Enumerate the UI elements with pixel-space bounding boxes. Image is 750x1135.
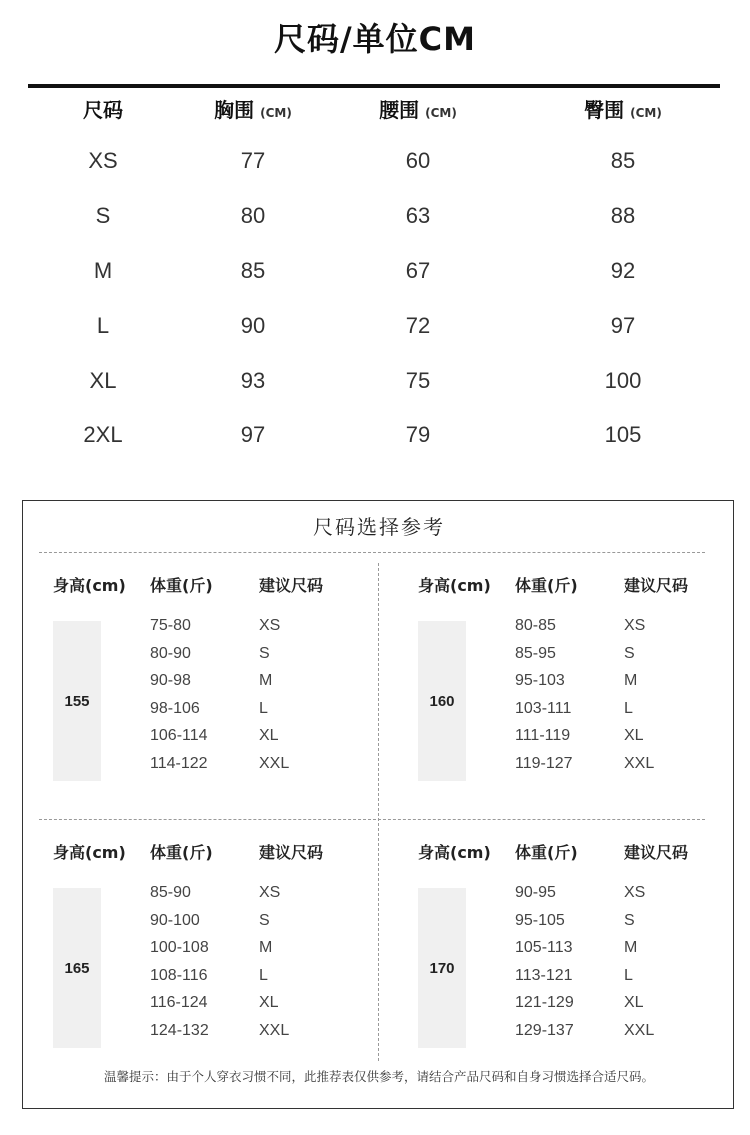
suggested-size: M bbox=[259, 939, 273, 956]
weight-range: 75-80 bbox=[150, 617, 191, 634]
waist-cell: 60 bbox=[405, 148, 431, 173]
suggested-size: XS bbox=[259, 617, 281, 634]
suggested-size: L bbox=[624, 700, 633, 717]
list-item bbox=[402, 912, 742, 939]
size-cell: M bbox=[93, 258, 113, 283]
divider-vertical bbox=[378, 563, 379, 1061]
list-item bbox=[402, 727, 742, 754]
list-item bbox=[37, 700, 377, 727]
weight-range: 105-113 bbox=[515, 939, 573, 956]
list-item bbox=[402, 967, 742, 994]
weight-header: 体重(斤) bbox=[515, 576, 578, 595]
weight-range: 80-90 bbox=[150, 645, 191, 662]
header-waist-label: 腰围 bbox=[379, 98, 420, 122]
size-cell: L bbox=[96, 313, 110, 338]
size-table-header bbox=[28, 88, 720, 128]
size-header: 建议尺码 bbox=[624, 576, 689, 595]
hip-cell: 92 bbox=[610, 258, 636, 283]
suggested-size: XL bbox=[259, 727, 279, 744]
list-item bbox=[37, 645, 377, 672]
header-hip-label: 臀围 bbox=[584, 98, 625, 122]
waist-cell: 67 bbox=[405, 258, 431, 283]
weight-header: 体重(斤) bbox=[150, 843, 213, 862]
weight-range: 119-127 bbox=[515, 755, 573, 772]
height-header: 身高(cm) bbox=[418, 576, 491, 595]
size-header: 建议尺码 bbox=[259, 576, 324, 595]
list-item bbox=[402, 884, 742, 911]
height-value: 160 bbox=[429, 693, 455, 710]
hip-cell: 100 bbox=[604, 368, 642, 393]
hip-cell: 88 bbox=[610, 203, 636, 228]
list-item bbox=[37, 617, 377, 644]
suggested-size: L bbox=[259, 967, 268, 984]
suggested-size: M bbox=[259, 672, 273, 689]
header-hip bbox=[563, 94, 683, 123]
reference-title: 尺码选择参考 bbox=[313, 515, 445, 539]
chest-cell: 93 bbox=[240, 368, 266, 393]
list-item bbox=[402, 755, 742, 782]
list-item bbox=[402, 645, 742, 672]
weight-range: 116-124 bbox=[150, 994, 208, 1011]
reference-block-170 bbox=[402, 840, 742, 1100]
reference-block-155 bbox=[37, 573, 377, 833]
hip-cell: 97 bbox=[610, 313, 636, 338]
list-item bbox=[37, 672, 377, 699]
waist-cell: 63 bbox=[405, 203, 431, 228]
weight-range: 108-116 bbox=[150, 967, 208, 984]
list-item bbox=[402, 994, 742, 1021]
weight-range: 106-114 bbox=[150, 727, 208, 744]
list-item bbox=[402, 617, 742, 644]
weight-range: 100-108 bbox=[150, 939, 209, 956]
list-item bbox=[37, 884, 377, 911]
suggested-size: XXL bbox=[624, 1022, 655, 1039]
header-hip-unit: (CM) bbox=[630, 106, 662, 120]
header-size bbox=[48, 94, 158, 123]
hip-cell: 105 bbox=[604, 422, 642, 447]
suggested-size: L bbox=[624, 967, 633, 984]
chest-cell: 80 bbox=[240, 203, 266, 228]
waist-cell: 79 bbox=[405, 422, 431, 447]
header-chest-unit: (CM) bbox=[260, 106, 292, 120]
list-item bbox=[37, 912, 377, 939]
weight-range: 129-137 bbox=[515, 1022, 574, 1039]
weight-range: 111-119 bbox=[515, 727, 571, 744]
chest-cell: 85 bbox=[240, 258, 266, 283]
weight-range: 103-111 bbox=[515, 700, 572, 717]
suggested-size: M bbox=[624, 939, 638, 956]
size-header: 建议尺码 bbox=[259, 843, 324, 862]
suggested-size: XXL bbox=[624, 755, 655, 772]
chest-cell: 77 bbox=[240, 148, 266, 173]
divider-top bbox=[39, 552, 705, 553]
suggested-size: XL bbox=[624, 994, 644, 1011]
weight-range: 90-95 bbox=[515, 884, 556, 901]
suggested-size: S bbox=[624, 912, 635, 929]
suggested-size: XS bbox=[259, 884, 281, 901]
height-header: 身高(cm) bbox=[418, 843, 491, 862]
header-chest bbox=[198, 94, 308, 123]
size-header: 建议尺码 bbox=[624, 843, 689, 862]
list-item bbox=[37, 967, 377, 994]
table-row bbox=[28, 203, 720, 257]
suggested-size: S bbox=[624, 645, 635, 662]
suggested-size: M bbox=[624, 672, 638, 689]
table-row bbox=[28, 313, 720, 367]
weight-range: 80-85 bbox=[515, 617, 556, 634]
suggested-size: S bbox=[259, 912, 270, 929]
weight-range: 90-98 bbox=[150, 672, 191, 689]
height-value: 170 bbox=[429, 960, 455, 977]
list-item bbox=[37, 727, 377, 754]
chest-cell: 90 bbox=[240, 313, 266, 338]
weight-range: 85-90 bbox=[150, 884, 191, 901]
list-item bbox=[37, 1022, 377, 1049]
weight-range: 113-121 bbox=[515, 967, 573, 984]
suggested-size: L bbox=[259, 700, 268, 717]
table-row bbox=[28, 368, 720, 422]
list-item bbox=[37, 755, 377, 782]
weight-range: 114-122 bbox=[150, 755, 208, 772]
size-cell: XL bbox=[89, 368, 117, 393]
header-waist bbox=[358, 94, 478, 123]
weight-range: 90-100 bbox=[150, 912, 200, 929]
height-value: 165 bbox=[64, 960, 90, 977]
list-item bbox=[402, 700, 742, 727]
header-size-label: 尺码 bbox=[83, 98, 123, 122]
suggested-size: XS bbox=[624, 884, 646, 901]
weight-range: 95-103 bbox=[515, 672, 565, 689]
table-row bbox=[28, 148, 720, 202]
height-header: 身高(cm) bbox=[53, 843, 126, 862]
list-item bbox=[402, 672, 742, 699]
reference-block-165 bbox=[37, 840, 377, 1100]
suggested-size: XXL bbox=[259, 1022, 290, 1039]
list-item bbox=[37, 994, 377, 1021]
reference-block-160 bbox=[402, 573, 742, 833]
size-cell: S bbox=[95, 203, 111, 228]
suggested-size: XL bbox=[259, 994, 279, 1011]
weight-range: 121-129 bbox=[515, 994, 574, 1011]
weight-range: 95-105 bbox=[515, 912, 565, 929]
waist-cell: 75 bbox=[405, 368, 431, 393]
table-row bbox=[28, 258, 720, 312]
weight-header: 体重(斤) bbox=[150, 576, 213, 595]
weight-range: 85-95 bbox=[515, 645, 556, 662]
size-cell: XS bbox=[88, 148, 118, 173]
height-header: 身高(cm) bbox=[53, 576, 126, 595]
tip-text: 温馨提示：由于个人穿衣习惯不同，此推荐表仅供参考，请结合产品尺码和自身习惯选择合适尺码。 bbox=[103, 1069, 654, 1084]
suggested-size: XL bbox=[624, 727, 644, 744]
height-value: 155 bbox=[64, 693, 90, 710]
suggested-size: S bbox=[259, 645, 270, 662]
size-cell: 2XL bbox=[83, 422, 123, 447]
hip-cell: 85 bbox=[610, 148, 636, 173]
size-reference-box bbox=[22, 500, 734, 1109]
list-item bbox=[37, 939, 377, 966]
weight-header: 体重(斤) bbox=[515, 843, 578, 862]
suggested-size: XS bbox=[624, 617, 646, 634]
weight-range: 98-106 bbox=[150, 700, 200, 717]
list-item bbox=[402, 939, 742, 966]
chest-cell: 97 bbox=[240, 422, 266, 447]
suggested-size: XXL bbox=[259, 755, 290, 772]
waist-cell: 72 bbox=[405, 313, 431, 338]
header-waist-unit: (CM) bbox=[425, 106, 457, 120]
page-title: 尺码/单位CM bbox=[273, 20, 477, 58]
list-item bbox=[402, 1022, 742, 1049]
header-chest-label: 胸围 bbox=[214, 98, 255, 122]
weight-range: 124-132 bbox=[150, 1022, 209, 1039]
table-row bbox=[28, 422, 720, 476]
